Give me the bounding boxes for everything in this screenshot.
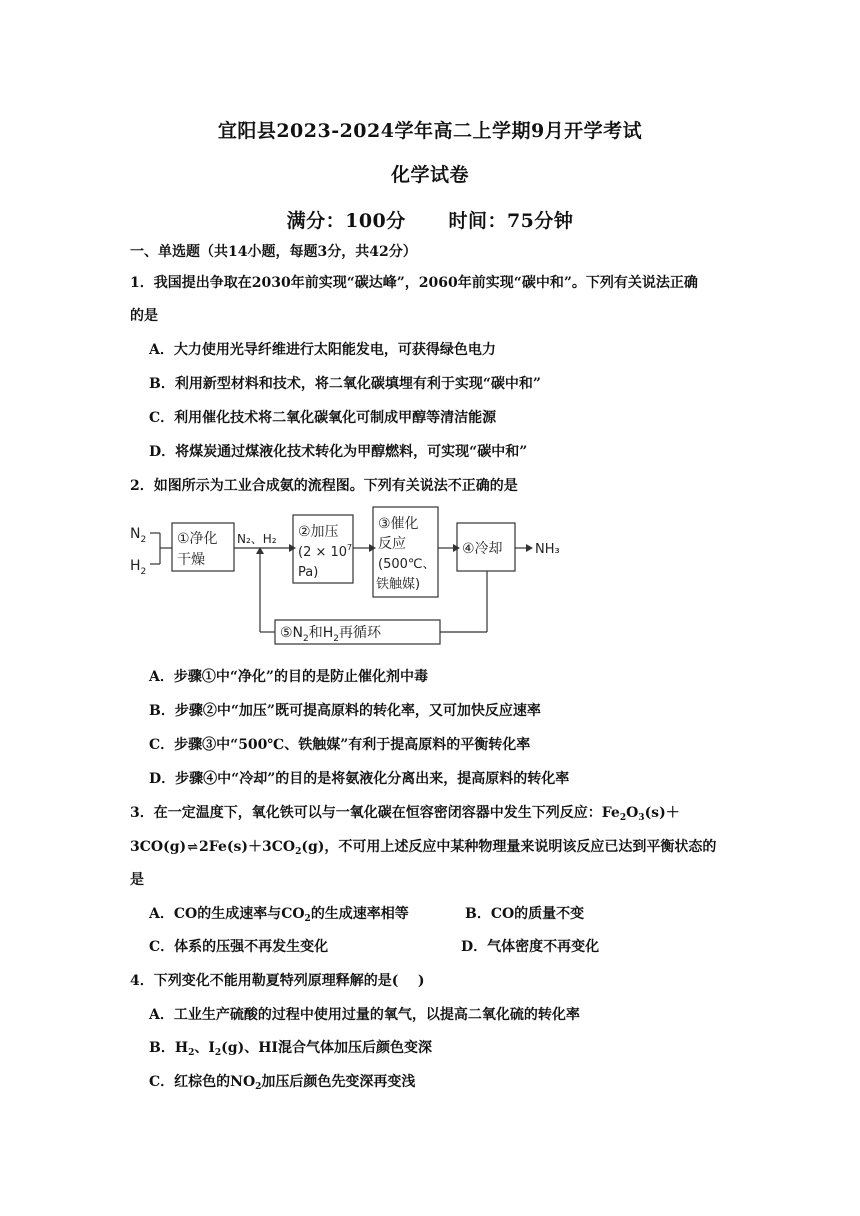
q2-option-c: C．步骤③中“500℃、铁触媒”有利于提高原料的平衡转化率 — [149, 737, 531, 753]
svg-text:Pa): Pa) — [298, 565, 319, 580]
q2-option-b: B．步骤②中“加压”既可提高原料的转化率，又可加快反应速率 — [149, 703, 541, 719]
ammonia-flow-diagram — [120, 500, 620, 650]
svg-text:④冷却: ④冷却 — [462, 541, 503, 557]
q2-option-d: D．步骤④中“冷却”的目的是将氨液化分离出来，提高原料的转化率 — [149, 771, 570, 787]
svg-text:①净化: ①净化 — [177, 531, 218, 547]
score-time: 满分：100分 时间：75分钟 — [286, 210, 574, 232]
q3-stem-line2: $3CO(g)\rightleftharpoons 2Fe(s)+3CO_2(g)$，不可用上述反应中某种物理量来说明该反应已达到平衡状态的 — [130, 839, 717, 857]
svg-text:N₂、H₂: N₂、H₂ — [237, 532, 277, 546]
q4-option-a: A．工业生产硫酸的过程中使用过量的氧气，以提高二氧化硫的转化率 — [149, 1007, 580, 1023]
q3-option-d: D．气体密度不再变化 — [461, 939, 600, 955]
q1-option-a: A．大力使用光导纤维进行太阳能发电，可获得绿色电力 — [149, 342, 496, 358]
svg-text:反应: 反应 — [378, 536, 406, 552]
svg-text:③催化: ③催化 — [378, 516, 419, 532]
svg-text:NH₃: NH₃ — [535, 542, 560, 557]
q1-stem-line1: 1．我国提出争取在2030年前实现“碳达峰”，2060年前实现“碳中和”。下列有关说法正确 — [130, 275, 698, 291]
svg-text:⑤N2和H2再循环: $⑤N_2$和$H_2$再循环 — [280, 625, 382, 644]
svg-text:铁触媒): 铁触媒) — [376, 577, 421, 592]
q4-option-c: C．红棕色的$NO_2$加压后颜色先变深再变浅 — [149, 1074, 416, 1092]
q1-option-c: C．利用催化技术将二氧化碳氧化可制成甲醇等清洁能源 — [149, 410, 497, 426]
q1-option-d: D．将煤炭通过煤液化技术转化为甲醇燃料，可实现“碳中和” — [149, 444, 528, 460]
q3-option-c: C．体系的压强不再发生变化 — [149, 939, 329, 955]
q1-option-b: B．利用新型材料和技术，将二氧化碳填埋有利于实现“碳中和” — [149, 376, 541, 392]
q3-stem-line3: 是 — [130, 872, 144, 888]
section-heading: 一、单选题（共14小题，每题3分，共42分） — [130, 244, 417, 260]
svg-text:N2: $N_2$ — [130, 526, 147, 545]
q3-stem-line1: 3．在一定温度下，氧化铁可以与一氧化碳在恒容密闭容器中发生下列反应：$Fe_2O_3(s)+$ — [130, 805, 680, 823]
equilibrium-arrow: ⇌ — [187, 840, 199, 855]
q2-stem: 2．如图所示为工业合成氨的流程图。下列有关说法不正确的是 — [130, 478, 518, 494]
q3-option-a: A．CO的生成速率与$CO_2$的生成速率相等 — [149, 906, 409, 924]
svg-text:(2 × 107: ($2 \times 10^7$ — [298, 543, 353, 560]
exam-title: 宜阳县2023-2024学年高二上学期9月开学考试 — [217, 120, 643, 142]
q1-stem-line2: 的是 — [130, 308, 158, 324]
q2-option-a: A．步骤①中“净化”的目的是防止催化剂中毒 — [149, 669, 428, 685]
svg-text:②加压: ②加压 — [298, 524, 339, 540]
q4-stem: 4．下列变化不能用勒夏特列原理释解的是( ) — [130, 973, 425, 989]
svg-text:干燥: 干燥 — [177, 552, 205, 568]
svg-text:(500℃、: (500℃、 — [378, 557, 436, 572]
svg-text:H2: $H_2$ — [130, 558, 147, 577]
q3-option-b: B．CO的质量不变 — [465, 906, 585, 922]
exam-subtitle: 化学试卷 — [390, 164, 469, 186]
q4-option-b: B．$H_2$、$I_2(g)$、HI混合气体加压后颜色变深 — [149, 1040, 432, 1058]
